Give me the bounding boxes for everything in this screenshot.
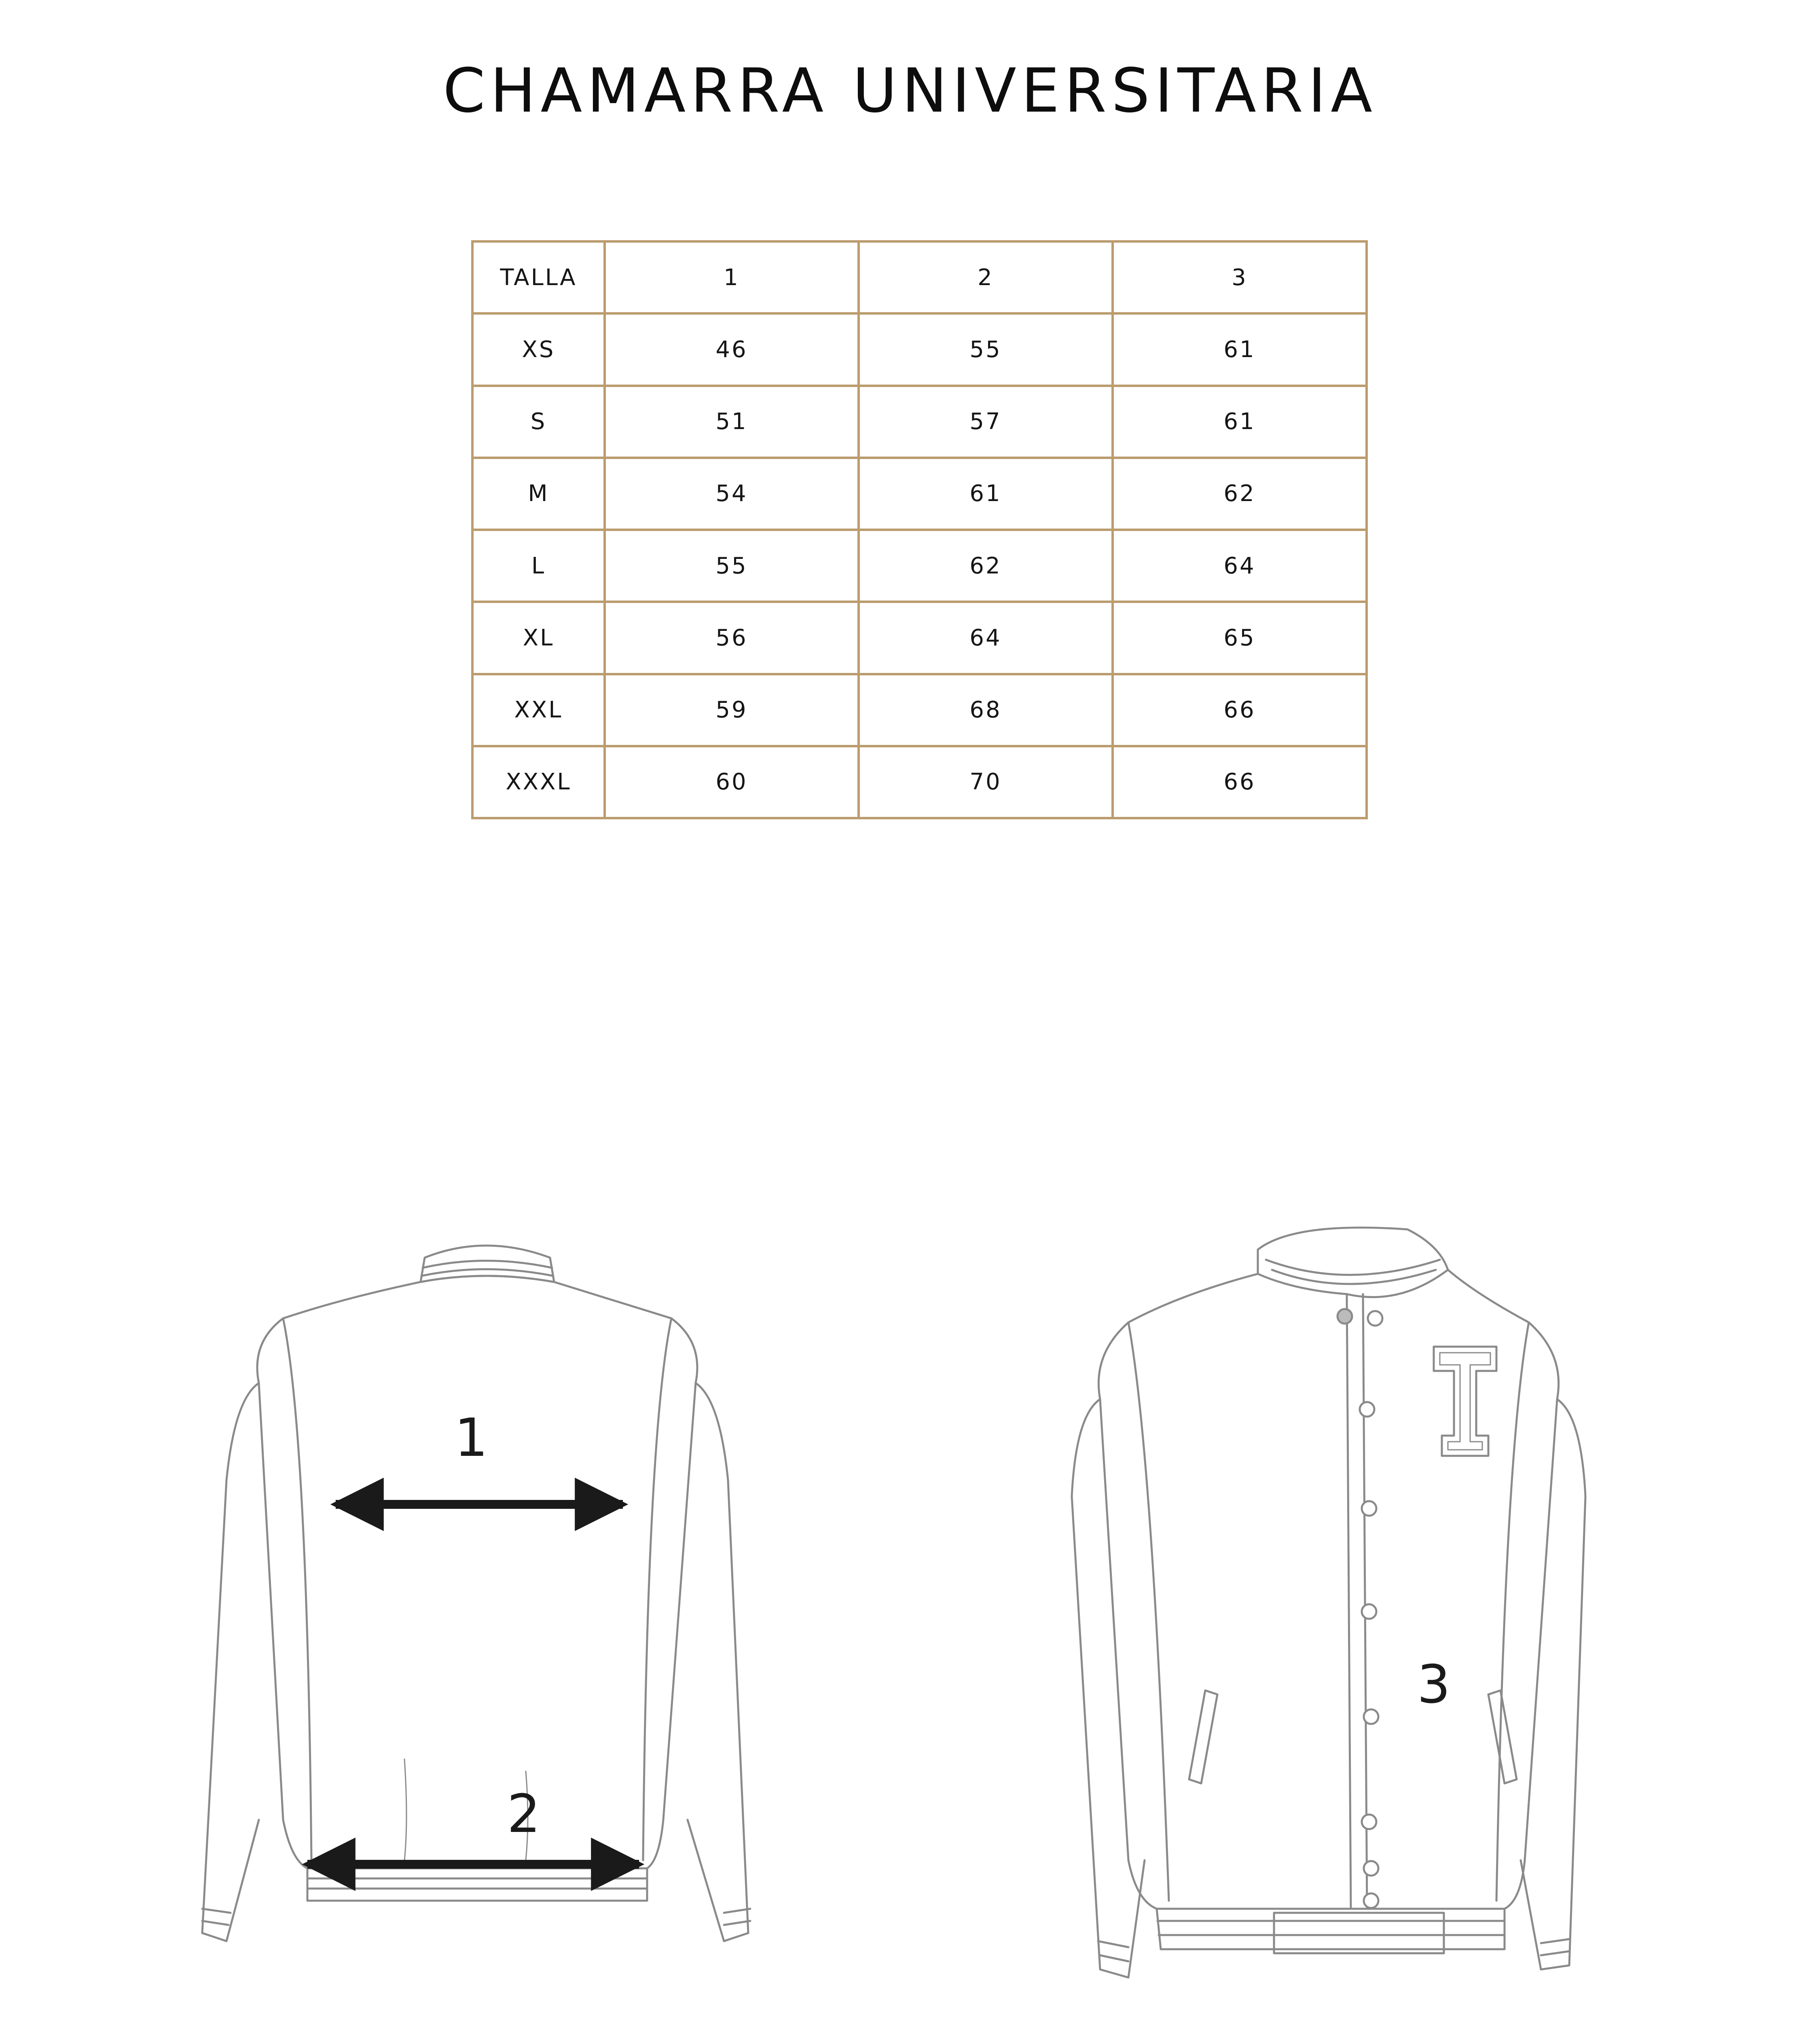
snap-button [1364, 1861, 1378, 1876]
measure-cell: 62 [859, 530, 1113, 602]
header-cell-2: 2 [859, 241, 1113, 313]
size-cell: L [472, 530, 605, 602]
table-row [472, 530, 1367, 602]
size-cell: XS [472, 313, 605, 385]
measure-cell: 70 [859, 746, 1113, 818]
snap-button [1364, 1893, 1378, 1908]
snap-button [1364, 1709, 1378, 1724]
measure-cell: 55 [859, 313, 1113, 385]
measure-cell: 68 [859, 674, 1113, 746]
table-row [472, 746, 1367, 818]
table-row [472, 313, 1367, 385]
snap-button [1337, 1309, 1352, 1324]
measure-cell: 66 [1113, 674, 1367, 746]
snap-button [1368, 1311, 1382, 1326]
measure-cell: 59 [605, 674, 859, 746]
measure-cell: 65 [1113, 602, 1367, 674]
measure-cell: 55 [605, 530, 859, 602]
table-row [472, 386, 1367, 458]
size-cell: XXL [472, 674, 605, 746]
table-row [472, 458, 1367, 530]
size-cell: XL [472, 602, 605, 674]
measure-cell: 51 [605, 386, 859, 458]
measure-cell: 61 [1113, 313, 1367, 385]
table-header-row [472, 241, 1367, 313]
measure-cell: 66 [1113, 746, 1367, 818]
measure-label-3: 3 [1417, 1654, 1451, 1715]
table-row [472, 674, 1367, 746]
measure-cell: 61 [859, 458, 1113, 530]
measure-label-2: 2 [507, 1783, 541, 1844]
snap-button [1362, 1815, 1376, 1829]
size-table [471, 240, 1368, 819]
header-cell-3: 3 [1113, 241, 1367, 313]
measure-label-1: 1 [454, 1407, 488, 1468]
header-cell-talla: TALLA [472, 241, 605, 313]
snap-button [1362, 1501, 1376, 1516]
measure-cell: 61 [1113, 386, 1367, 458]
size-cell: XXXL [472, 746, 605, 818]
snap-buttons [1337, 1309, 1382, 1908]
measure-cell: 62 [1113, 458, 1367, 530]
size-cell: S [472, 386, 605, 458]
measure-cell: 46 [605, 313, 859, 385]
table-row [472, 602, 1367, 674]
measure-arrows-back [307, 1504, 639, 1864]
header-cell-1: 1 [605, 241, 859, 313]
measure-cell: 64 [859, 602, 1113, 674]
measure-cell: 64 [1113, 530, 1367, 602]
measure-cell: 54 [605, 458, 859, 530]
jacket-illustration [0, 1173, 1820, 2022]
measure-cell: 56 [605, 602, 859, 674]
page-title: CHAMARRA UNIVERSITARIA [443, 56, 1377, 126]
jacket-front-view [1072, 1228, 1585, 1978]
jacket-drawing [0, 1173, 1820, 2022]
measure-cell: 57 [859, 386, 1113, 458]
snap-button [1360, 1402, 1374, 1417]
jacket-back-view [202, 1246, 750, 1941]
size-cell: M [472, 458, 605, 530]
measure-cell: 60 [605, 746, 859, 818]
snap-button [1362, 1604, 1376, 1619]
